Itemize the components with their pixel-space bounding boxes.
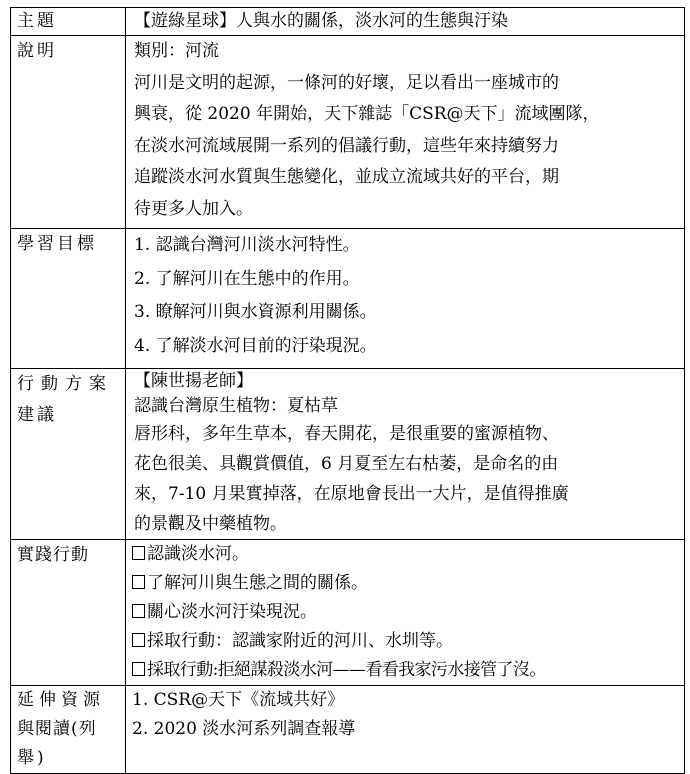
- practice-item-label: 了解河川與生態之間的關係。: [147, 573, 368, 593]
- practice-label: 實踐行動: [11, 540, 126, 686]
- description-content: [126, 36, 685, 229]
- practice-item: [132, 627, 676, 656]
- suggestion-row: [11, 369, 685, 540]
- suggestion-label-line: 建議: [17, 405, 57, 425]
- suggestion-label-line: 行動方案: [17, 374, 113, 394]
- suggestion-line: 【陳世揚老師】: [134, 371, 253, 391]
- practice-item-label: 認識淡水河。: [147, 544, 249, 564]
- goals-content: [126, 229, 685, 369]
- reading-row: [11, 686, 685, 774]
- description-line: 追蹤淡水河水質與生態變化，並成立流域共好的平台，期: [134, 167, 559, 187]
- description-line: 待更多人加入。: [134, 198, 253, 219]
- practice-item-label: 採取行動：認識家附近的河川、水圳等。: [147, 631, 453, 651]
- practice-item: [132, 569, 676, 598]
- goal-item: 2. 了解河川在生態中的作用。: [134, 268, 360, 289]
- checkbox-icon: [132, 604, 145, 618]
- suggestion-line: 唇形科，多年生草本，春天開花，是很重要的蜜源植物、: [134, 424, 559, 444]
- topic-label: 主題: [11, 8, 126, 36]
- reading-label-line: 延伸資源: [17, 690, 105, 710]
- topic-row: [11, 8, 685, 36]
- checkbox-icon: [132, 633, 145, 647]
- practice-item-label: 關心淡水河汙染現況。: [147, 602, 317, 622]
- goal-item: 1. 認識台灣河川淡水河特性。: [134, 235, 360, 255]
- goals-label: 學習目標: [11, 229, 126, 369]
- description-label: 說明: [11, 36, 126, 229]
- practice-content: [126, 540, 685, 686]
- reading-label-line: 與閱讀(列: [17, 719, 97, 739]
- suggestion-line: 認識台灣原生植物：夏枯草: [134, 396, 338, 416]
- description-line: 類別：河流: [134, 41, 219, 61]
- suggestion-content: [126, 369, 685, 540]
- suggestion-line: 的景觀及中藥植物。: [134, 514, 287, 534]
- reading-label-line: 舉): [17, 748, 47, 768]
- description-line: 在淡水河流域展開一系列的倡議行動，這些年來持續努力: [134, 135, 559, 156]
- practice-item-label: 採取行動:拒絕謀殺淡水河——看看我家污水接管了沒。: [147, 660, 546, 680]
- topic-value: 【遊綠星球】人與水的關係，淡水河的生態與汙染: [126, 8, 685, 36]
- practice-item: [132, 656, 676, 685]
- description-row: [11, 36, 685, 229]
- reading-item: 1. CSR@天下《流域共好》: [132, 690, 345, 710]
- checkbox-icon: [132, 662, 145, 676]
- practice-item: [132, 540, 676, 569]
- lesson-plan-table: [10, 7, 685, 774]
- description-line: 河川是文明的起源，一條河的好壞，足以看出一座城市的: [134, 72, 559, 93]
- goal-item: 3. 瞭解河川與水資源利用關係。: [134, 302, 377, 322]
- suggestion-line: 花色很美、具觀賞價值，6 月夏至左右枯萎，是命名的由: [134, 454, 559, 474]
- description-line: 興衰，從 2020 年開始，天下雜誌「CSR@天下」流域團隊，: [134, 104, 600, 124]
- suggestion-line: 來，7-10 月果實掉落，在原地會長出一大片，是值得推廣: [134, 484, 569, 504]
- suggestion-label: [11, 369, 126, 540]
- reading-content: [126, 686, 685, 774]
- goal-item: 4. 了解淡水河目前的汙染現況。: [134, 335, 377, 356]
- reading-item: 2. 2020 淡水河系列調查報導: [132, 719, 356, 739]
- reading-label: [11, 686, 126, 774]
- goals-row: [11, 229, 685, 369]
- practice-row: [11, 540, 685, 686]
- checkbox-icon: [132, 575, 145, 589]
- practice-item: [132, 598, 676, 627]
- checkbox-icon: [132, 546, 145, 560]
